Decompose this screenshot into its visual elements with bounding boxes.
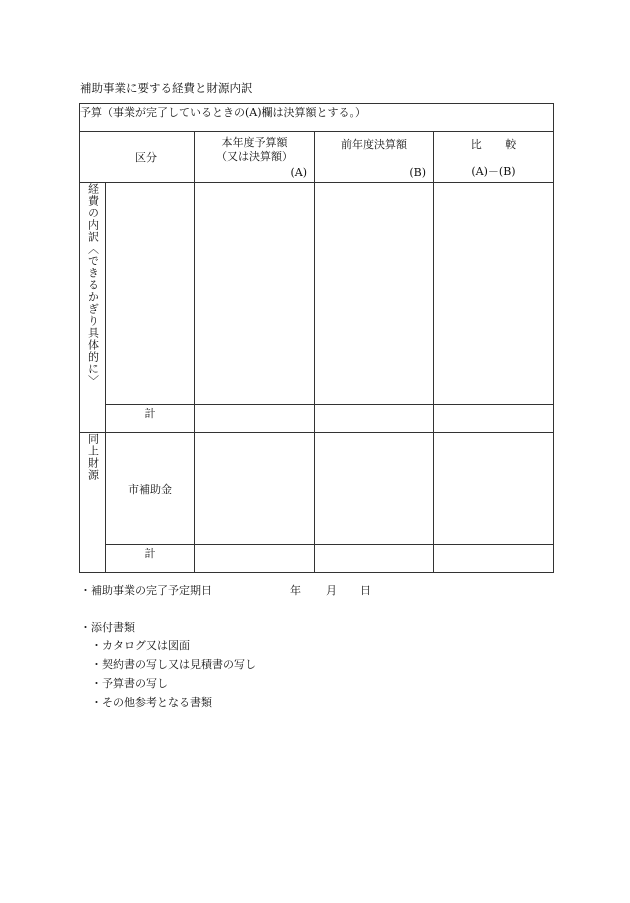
budget-header-line1: 本年度予算額	[221, 136, 288, 149]
funding-total-label: 計	[106, 545, 195, 573]
kubun-header	[80, 132, 195, 183]
funding-label-cell	[80, 433, 106, 573]
funding-total-compare-cell[interactable]	[434, 545, 554, 573]
header-row	[80, 132, 554, 183]
expense-breakdown-label-cell	[80, 183, 106, 433]
expense-budget-cell[interactable]	[195, 183, 315, 405]
caption-row	[80, 104, 554, 132]
expense-breakdown-label: 経費の内訳︿できるかぎり具体的に﹀	[86, 183, 100, 387]
subsidy-budget-cell[interactable]	[195, 433, 315, 545]
compare-header-label: 比 較	[470, 138, 517, 151]
completion-day-label: 日	[360, 584, 371, 597]
prev-header-label: 前年度決算額	[341, 138, 407, 151]
expense-compare-cell[interactable]	[434, 183, 554, 405]
attachment-item: ・カタログ又は図面	[91, 639, 190, 652]
funding-row	[80, 433, 554, 545]
kubun-label: 区分	[135, 151, 157, 164]
page-title: 補助事業に要する経費と財源内訳	[80, 81, 253, 95]
compare-header	[434, 132, 554, 183]
expense-total-budget-cell[interactable]	[195, 405, 315, 433]
budget-tag: (A)	[290, 166, 307, 179]
prev-header	[315, 132, 434, 183]
completion-year-label: 年	[290, 584, 301, 597]
completion-month-label: 月	[326, 584, 337, 597]
expense-total-row	[80, 405, 554, 433]
table-caption: 予算（事業が完了しているときの(A)欄は決算額とする。）	[80, 104, 554, 132]
subsidy-compare-cell[interactable]	[434, 433, 554, 545]
funding-label: 同上財源	[86, 433, 100, 481]
subsidy-label: 市補助金	[106, 433, 195, 545]
expense-item-cell[interactable]	[106, 183, 195, 405]
expense-prev-cell[interactable]	[315, 183, 434, 405]
funding-total-budget-cell[interactable]	[195, 545, 315, 573]
budget-header	[195, 132, 315, 183]
prev-tag: (B)	[409, 166, 426, 179]
attachment-item: ・契約書の写し又は見積書の写し	[91, 658, 256, 671]
completion-date-label: ・補助事業の完了予定期日	[80, 584, 212, 597]
compare-tag: (A)－(B)	[471, 165, 516, 178]
attachments-title: ・添付書類	[80, 621, 135, 634]
budget-header-line2: （又は決算額）	[216, 150, 293, 163]
subsidy-prev-cell[interactable]	[315, 433, 434, 545]
expense-total-label: 計	[106, 405, 195, 433]
attachments-list	[91, 637, 256, 713]
expense-total-compare-cell[interactable]	[434, 405, 554, 433]
attachment-item: ・その他参考となる書類	[91, 696, 212, 709]
attachment-item: ・予算書の写し	[91, 677, 168, 690]
expense-detail-row	[80, 183, 554, 405]
expense-total-prev-cell[interactable]	[315, 405, 434, 433]
funding-total-prev-cell[interactable]	[315, 545, 434, 573]
expense-table	[79, 103, 554, 573]
funding-total-row	[80, 545, 554, 573]
